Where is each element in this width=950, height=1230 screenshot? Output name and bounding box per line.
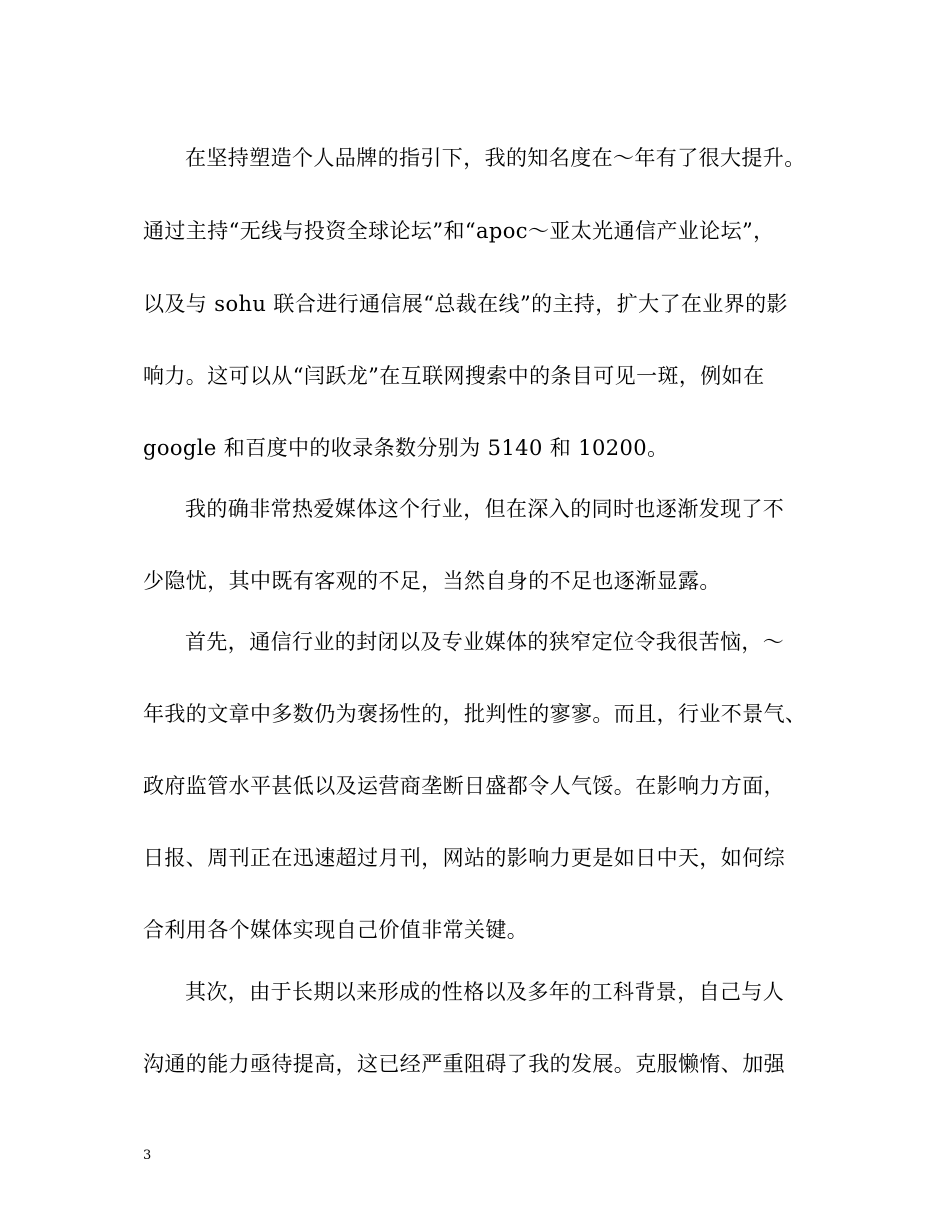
text-line-6: 我的确非常热爱媒体这个行业，但在深入的同时也逐渐发现了不 [185, 497, 785, 521]
text-line-11: 日报、周刊正在迅速超过月刊，网站的影响力更是如日中天，如何综 [143, 846, 785, 870]
text-line-3: 以及与 sohu 联合进行通信展“总裁在线”的主持，扩大了在业界的影 [143, 292, 788, 316]
text-line-7: 少隐忧，其中既有客观的不足，当然自身的不足也逐渐显露。 [143, 569, 721, 593]
text-line-13: 其次，由于长期以来形成的性格以及多年的工科背景，自己与人 [185, 980, 785, 1004]
text-line-9: 年我的文章中多数仍为褒扬性的，批判性的寥寥。而且，行业不景气、 [143, 702, 807, 726]
text-line-1: 在坚持塑造个人品牌的指引下，我的知名度在～年有了很大提升。 [185, 146, 806, 170]
text-line-10: 政府监管水平甚低以及运营商垄断日盛都令人气馁。在影响力方面， [143, 774, 785, 798]
text-line-2: 通过主持“无线与投资全球论坛”和“apoc～亚太光通信产业论坛”， [143, 219, 775, 243]
text-line-4: 响力。这可以从“闫跃龙”在互联网搜索中的条目可见一斑，例如在 [143, 364, 765, 388]
text-line-5: google 和百度中的收录条数分别为 5140 和 10200。 [143, 436, 669, 460]
text-line-12: 合利用各个媒体实现自己价值非常关键。 [143, 918, 529, 942]
page-number: 3 [143, 1148, 152, 1163]
text-line-8: 首先，通信行业的封闭以及专业媒体的狭窄定位令我很苦恼，～ [185, 630, 785, 654]
text-line-14: 沟通的能力亟待提高，这已经严重阻碍了我的发展。克服懒惰、加强 [143, 1052, 785, 1076]
